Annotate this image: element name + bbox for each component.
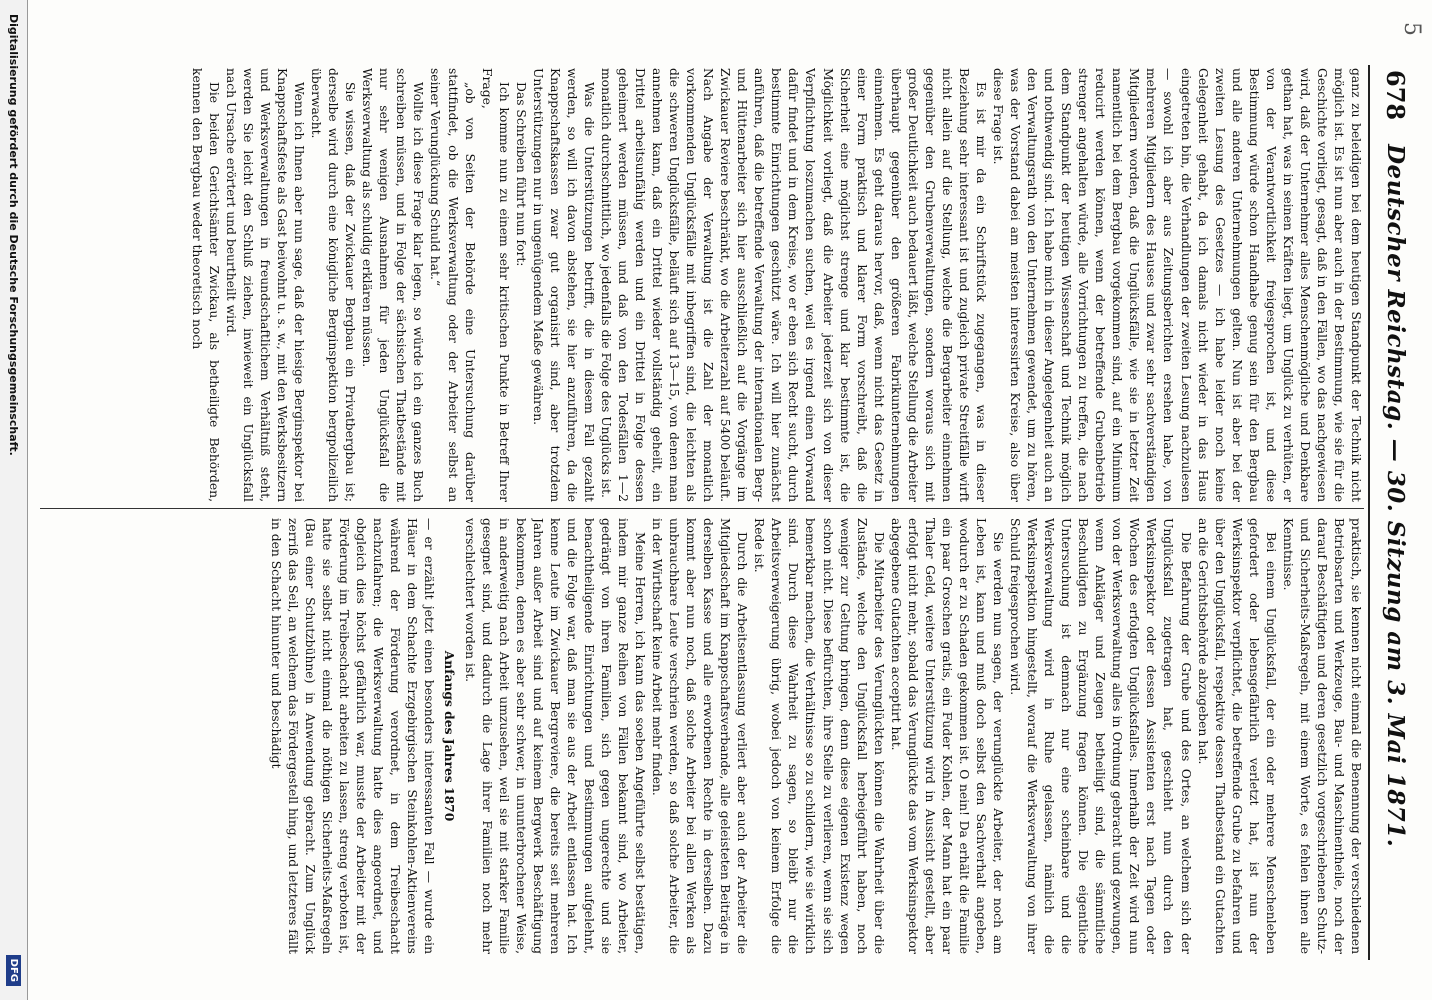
paragraph: Die beiden Gerichtsämter Zwickau, als betheiligte Behörden, kennen den Bergbau weder theoretisch noch (189, 68, 221, 502)
paragraph: praktisch, sie kennen nicht einmal die Benennung der verschiedenen Betriebsarten und Werkzeuge, Bau- und Maschinentheile, noch der darauf Beschäftigten und deren gesetzlich vorgeschriebenen Schutz- und Sicherheits-Maßregeln, mit einem Worte, es fehlen ihnen alle Kenntnisse. (1280, 518, 1363, 954)
paragraph: ganz zu beleidigen bei dem heutigen Standpunkt der Technik nicht möglich ist. Es ist nun aber auch in der Bestimmung, wie sie für die Geschichte vorliegt, gesagt, daß in den Fällen, wo das nachgewiesen wird, daß der Unternehmer alles Menschenmögliche und Denkbare gethan hat, was in seinen Kräften liegt, um Unglück zu verhüten, er von der Verantwortlichkeit freigesprochen ist, und diese Bestimmung würde schon Handhabe genug sein für den Bergbau und alle anderen Unternehmungen gelten. Nun ist aber bei der zweiten Lesung des Gesetzes — ich habe leider noch keine Gelegenheit gehabt, da ich damals nicht wieder in das Haus eingetreten bin, die Verhandlungen der zweiten Lesung nachzulesen — sowohl ich aber aus Zeitungsberichten ersehen habe, von mehreren Mitgliedern des Hauses und zwar sehr sachverständigen Mitgliedern worden, daß die Unglücksfälle, wie sie in letzter Zeit namentlich bei dem Bergbau vorgekommen sind, auf ein Minimum reducirt werden können, wenn der betreffende Grubenbetrieb strenger angehalten würde, alle Vorrichtungen zu treffen, die nach dem Standpunkt der heutigen Wissenschaft und Technik möglich und nothwendig sind. Ich habe mich in dieser Angelegenheit auch an den Verwaltungsrath von den Unternehmen gewendet, um zu hören, was der Vorstand dabei am meisten interessirten Kreise, also über diese Frage ist. (991, 68, 1363, 502)
paragraph: Sie wissen, daß der Zwickauer Bergbau ein Privatbergbau ist; derselbe wird durch eine königliche Berginspektion bergpolizeilich überwacht. (309, 68, 358, 502)
paragraph: Was die Unterstützungen betrifft, die in diesem Fall gezahlt werden, so will ich davon abstehen, sie hier anzuführen, da die Knappschaftskassen zwar gut organisirt sind, aber trotzdem Unterstützungen nur in ungenügendem Maße gewähren. (530, 68, 596, 502)
dfg-logo: DFG (6, 955, 21, 986)
paragraph: Bei einem Unglücksfall, der ein oder mehrere Menschenleben gefordert oder lebensgefährlich verletzt hat, ist nun der Werksinspektor verpflichtet, die betreffende Grube zu befahren und über den Unglücksfall, respektive dessen Thatbestand ein Gutachten an die Gerichtsbehörde abzugeben hat. (1195, 518, 1278, 954)
paragraph: — er erzählt jetzt einen besonders interessanten Fall — wurde ein Häuer in dem Schachte Erzgebirgischen Steinkohlen-Aktienvereins während der Förderung verordnet, in dem Treibeschacht nachzufahren; die Werksverwaltung hatte dies angeordnet, und obgleich dies höchst gefährlich war, musste der Arbeiter mit der Förderung im Treibeschacht arbeiten zu lassen, streng verboten ist, hatte sie selbst nicht einmal die nöthigen Sicherheits-Maßregeln (Bau einer Schutzbühne) in Anwendung gebracht. Zum Unglück zerriß das Seil, an welchem das Fördergestell hing, und letzteres fällt in den Schacht hinunter und beschädigt (269, 518, 437, 954)
paragraph: Wenn ich Ihnen aber nun sage, daß der hiesige Berginspektor bei Knappschaftsfeste als Gast beiwohnt u. s. w., mit den Werksbesitzern und Werksverwaltungen in freundschaftlichem Verhältniß steht, werden Sie leicht den Schluß ziehen, inwieweit ein Unglücksfall nach Ursache erörtert und beurtheilt wird. (223, 68, 307, 502)
right-column (40, 518, 1364, 954)
paragraph: Ich komme nun zu einem sehr kritischen Punkte in Betreff Ihrer Frage, (479, 68, 511, 502)
page-number: 678 (1381, 70, 1411, 121)
column-divider (40, 508, 1364, 509)
paragraph: Meine Herren, ich kann das soeben Angeführte selbst bestätigen, indem mir ganze Reihen von Fällen bekannt sind, wo Arbeiter, gedrängt von ihren Familien, sich gegen ungerechte und sie benachtheiligende Einrichtungen und Bestimmungen aufgelehnt, und die Folge war, daß man sie aus der Arbeit entlassen hat. Ich kenne Leute im Zwickauer Bergreviere, die bereits seit mehreren Jahren außer Arbeit sind und auf keinem Bergwerk Beschäftigung bekommen, denen es aber sehr schwer, in ununterbrochener Weise, in anderweitig nach Arbeit umzusehen, weil sie mit starker Familie gesegnet sind, und dadurch die Lage ihrer Familien noch mehr verschlechtert worden ist. (462, 518, 648, 954)
header-rule (1368, 65, 1370, 960)
paragraph: Durch die Arbeitsentlassung verliert aber auch der Arbeiter die Mitgliedschaft im Knappschaftsverbande, alle geleisteten Beiträge in derselben Kasse und alle erworbenen Rechte in derselben. Dazu kommt aber nun noch, daß solche Arbeiter bei allen Werken als unbrauchbare Leute verschrien werden, so daß solche Arbeiter, die in der Wirthschaft keine Arbeit mehr finden. (650, 518, 750, 954)
paragraph: Die Mitarbeiter des Verunglückten können die Wahrheit über die Zustände, welche den Unglücksfall herbeigeführt haben, noch weniger zur Geltung bringen, denn diese eigenen Existenz wegen schon nicht. Diese befürchten, ihre Stelle zu verlieren, wenn sie sich bemerkbar machen, die Verhältnisse so zu schildern, wie sie wirklich sind. Durch diese Wahrheit zu sagen, so bleibt nur die Arbeitsverweigerung übrig, wobei jedoch von keinem Erfolge die Rede ist. (752, 518, 886, 954)
running-head (1372, 70, 1420, 970)
digitization-note: Digitalisierung gefördert durch die Deutsche Forschungsgemeinschaft. (7, 14, 20, 456)
digitization-footer (0, 0, 28, 1000)
paragraph: Wollte ich diese Frage klar legen, so würde ich ein ganzes Buch schreiben müssen, und in Folge der sächsischen Thatbestände mit nur sehr wenigen Ausnahmen für jeden Unglücksfall die Werksverwaltung als schuldig erklären müssen. (360, 68, 426, 502)
paragraph: Die Befahrung der Grube und des Ortes, an welchem sich der Unglücksfall zugetragen hat, geschieht nun durch den Werksinspektor oder dessen Assistenten erst nach Tagen oder Wochen des erfolgten Unglücksfalles. Innerhalb der Zeit wird nun von der Werksverwaltung alles in Ordnung gebracht und gezwungen, wenn Ankläger und Zeugen betheiligt sind, die sämmtliche Beschuldigten zu Ergänzung fragen können. Die eigentliche Untersuchung ist demnach nur eine scheinbare und die Werksverwaltung wird in Ruhe gelassen, nämlich die Werksinspektion hingestellt, worauf die Werksverwaltung von ihrer Schuld freigesprochen wird. (1008, 518, 1193, 954)
page-title: Deutscher Reichstag. — 30. Sitzung am 3. Mai 1871. (1382, 144, 1410, 848)
left-column (40, 68, 1364, 502)
paragraph: Es ist mir da ein Schriftstück zugegangen, was in dieser Beziehung sehr interessant ist und zugleich private Streitfälle wirft nicht allein auf die Stellung, welche die Bergarbeiter einnehmen gegenüber den Grubenverwaltungen, sondern woraus sich mit großer Deutlichkeit auch bedauert läßt, welche Stellung die Arbeiter überhaupt gegenüber den größeren Fabrikunternehmungen einnehmen. Es geht daraus hervor, daß, wenn nicht das Gesetz in einer Form praktisch und klarer Form vorschreibt, daß die Sicherheit eine möglichst strenge und klar bestimmte ist, die Möglichkeit vorliegt, daß die Arbeiter jederzeit sich von dieser Verpflichtung loszumachen suchen, weil es irgend einen Vorwand dafür findet und in dem Kreise, wo er eben sich Recht sucht, durch bestimmte Einrichtungen geschützt wäre. Ich will hier zunächst anführen, daß die betreffende Verwaltung der internationalen Berg- und Hüttenarbeiter sich hier ausschließlich auf die Vorgänge im Zwickauer Reviere beschränkt, wo die Arbeiterzahl auf 5400 beläuft. Nach Angabe der Verwaltung ist die Zahl der monatlich vorkommenden Unglücksfälle mit inbegriffen sind, die leichten als die schweren Unglücksfälle, beläuft sich auf 13—15, von denen man annehmen kann, daß ein Drittel wieder vollständig geheilt, ein Drittel arbeitsunfähig werden und ein Drittel in Folge dessen geheimert werden müssen, und daß von den Todesfällen 1—2 monatlich durchschnittlich, wo jedenfalls die Folge des Unglücks ist. (598, 68, 988, 502)
quoted-question: „ob von Seiten der Behörde eine Untersuchung darüber stattfindet, ob die Werksverwaltung oder der Arbeiter selbst an seiner Verunglückung Schuld hat.“ (428, 68, 477, 502)
corner-mark: 5 (1399, 22, 1424, 36)
paragraph: Das Schreiben führt nun fort: (513, 82, 528, 267)
section-heading: Anfangs des Jahres 1870 (441, 650, 457, 822)
paragraph: Sie werden nun sagen, der verunglückte Arbeiter, der noch am Leben ist, kann und muß doch selbst den Sachverhalt angeben, wodurch er zu Schaden gekommen ist. O nein! Da erhält die Familie ein paar Groschen gratis, ein Fuder Kohlen, der Mann hat ein paar Thaler Geld, weitere Unterstützung wird in Aussicht gestellt, aber erfolgt nicht mehr, sobald das Verunglückte das vom Werksinspektor abgegebene Gutachten acceptirt hat. (888, 518, 1006, 954)
